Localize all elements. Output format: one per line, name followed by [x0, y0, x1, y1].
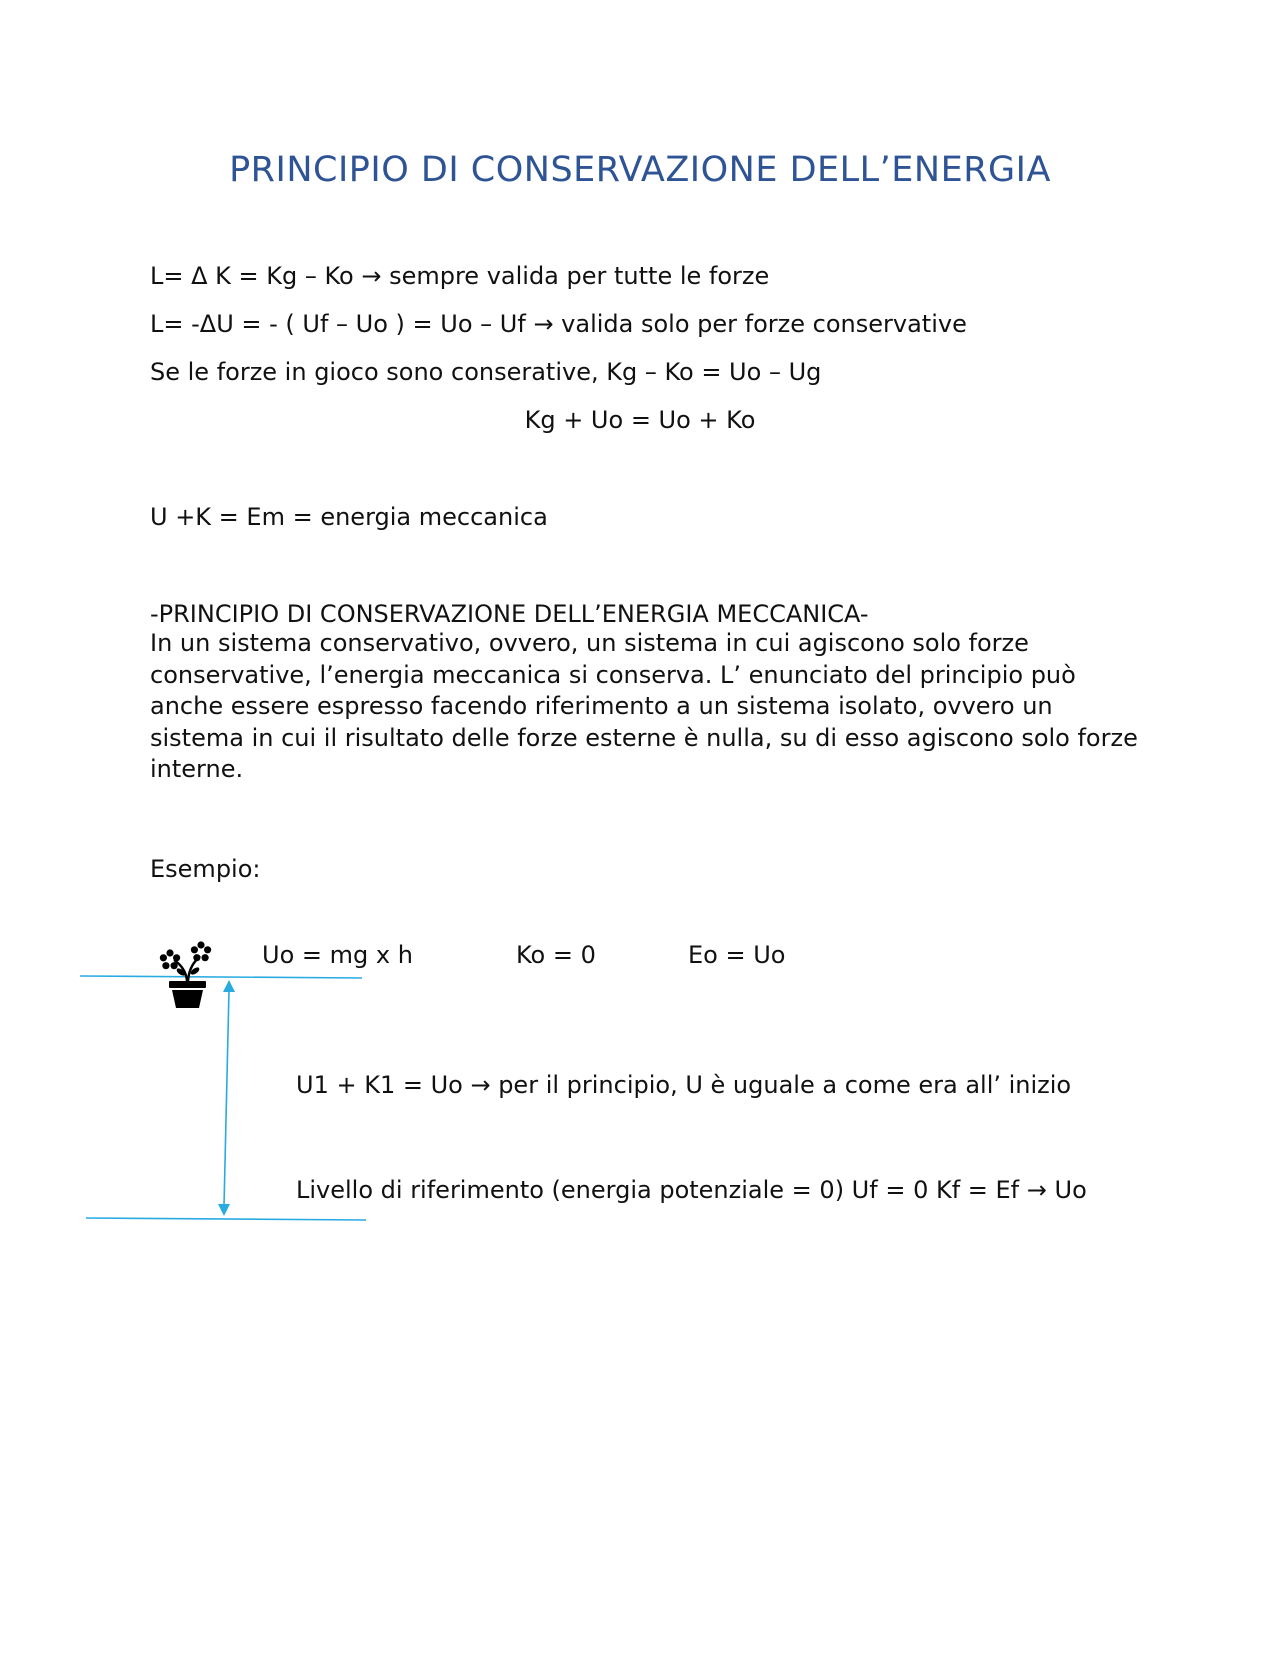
top-level-line — [80, 976, 362, 978]
formula-line-2: L= -ΔU = - ( Uf – Uo ) = Uo – Uf → valida solo per forze conservative — [150, 310, 967, 338]
section-heading: -PRINCIPIO DI CONSERVAZIONE DELL’ENERGIA MECCANICA- — [150, 600, 869, 628]
example-reference-level-text: Livello di riferimento (energia potenziale = 0) Uf = 0 Kf = Ef → Uo — [296, 1176, 1087, 1204]
formula-line-3: Se le forze in gioco sono conserative, Kg – Ko = Uo – Ug — [150, 358, 822, 386]
height-arrow — [218, 980, 235, 1216]
mechanical-energy-line: U +K = Em = energia meccanica — [150, 503, 548, 531]
example-middle-text: U1 + K1 = Uo → per il principio, U è uguale a come era all’ inizio — [296, 1071, 1072, 1099]
formula-line-1: L= Δ K = Kg – Ko → sempre valida per tutte le forze — [150, 262, 770, 290]
example-potential-energy: Uo = mg x h — [262, 941, 413, 969]
example-label: Esempio: — [150, 855, 261, 883]
section-body: In un sistema conservativo, ovvero, un sistema in cui agiscono solo forze conservative, l’energia meccanica si conserva. L’ enunciato del principio può anche essere espresso facendo riferimento a un sistema isolato, ovvero un sistema in cui il risultato delle forze esterne è nulla, su di esso agiscono solo forze interne. — [150, 629, 1138, 783]
centered-formula: Kg + Uo = Uo + Ko — [524, 406, 756, 434]
example-kinetic-energy: Ko = 0 — [516, 941, 596, 969]
reference-level-line — [86, 1218, 366, 1220]
flower-pot-icon — [160, 941, 211, 1008]
example-initial-energy: Eo = Uo — [688, 941, 786, 969]
page-title: PRINCIPIO DI CONSERVAZIONE DELL’ENERGIA — [229, 150, 1051, 190]
section-paragraph — [150, 628, 1140, 786]
